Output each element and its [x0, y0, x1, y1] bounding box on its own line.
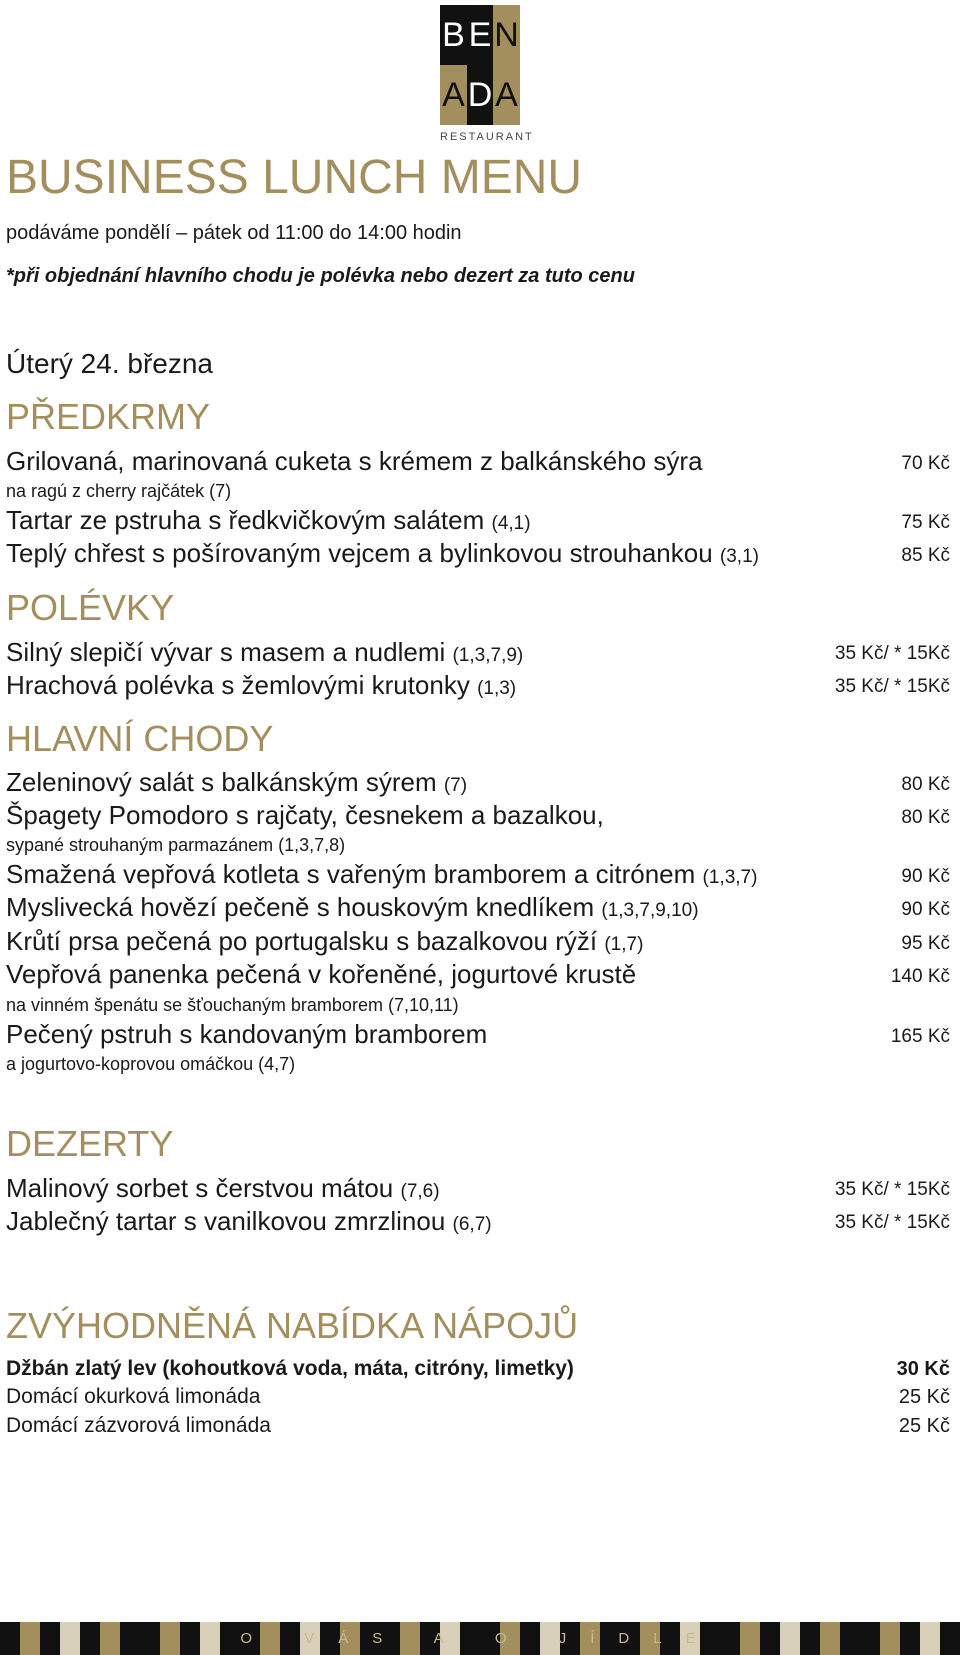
menu-item-note: sypané strouhaným parmazánem (1,3,7,8)	[6, 835, 346, 855]
drink-item: Džbán zlatý lev (kohoutková voda, máta, citróny, limetky)	[6, 1357, 574, 1380]
menu-item: Jablečný tartar s vanilkovou zmrzlinou (6,7)	[6, 1206, 492, 1236]
menu-item: Zeleninový salát s balkánským sýrem (7)	[6, 767, 468, 797]
menu-price: 80 Kč	[901, 807, 950, 828]
logo-letter: D	[467, 65, 493, 125]
drink-item: Domácí zázvorová limonáda	[6, 1414, 271, 1437]
section-title-predkrmy: PŘEDKRMY	[6, 396, 211, 437]
allergens: (1,3)	[477, 678, 517, 699]
allergens: (3,1)	[719, 546, 759, 567]
menu-item-note: na vinném špenátu se šťouchaným bramborem (7,10,11)	[6, 995, 459, 1015]
menu-item: Silný slepičí vývar s masem a nudlemi (1,3,7,9)	[6, 637, 524, 667]
footer-slogan: O VÁS A O JÍDLE	[240, 1630, 720, 1647]
menu-item-note: a jogurtovo-koprovou omáčkou (4,7)	[6, 1054, 296, 1074]
logo-letter: A	[493, 65, 520, 125]
logo-letter: B	[440, 5, 467, 65]
menu-item: Grilovaná, marinovaná cuketa s krémem z balkánského sýra	[6, 446, 703, 476]
menu-item: Myslivecká hovězí pečeně s houskovým knedlíkem (1,3,7,9,10)	[6, 892, 699, 922]
menu-item: Krůtí prsa pečená po portugalsku s bazalkovou rýží (1,7)	[6, 926, 644, 956]
allergens: (1,7)	[604, 934, 644, 955]
menu-note: *při objednání hlavního chodu je polévka nebo dezert za tuto cenu	[6, 265, 635, 287]
allergens: (1,3,7,9)	[452, 645, 524, 666]
section-title-napoje: ZVÝHODNĚNÁ NABÍDKA NÁPOJŮ	[6, 1305, 579, 1346]
menu-price: 80 Kč	[901, 774, 950, 795]
logo-letter: E	[467, 5, 493, 65]
logo-subtitle: RESTAURANT	[440, 131, 534, 143]
logo-row-bottom	[440, 65, 520, 125]
allergens: (4,1)	[491, 513, 531, 534]
menu-price: 85 Kč	[901, 545, 950, 566]
page-title: BUSINESS LUNCH MENU	[6, 151, 583, 204]
logo-row-top	[440, 5, 520, 65]
allergens: (1,3,7,9,10)	[601, 900, 699, 921]
menu-item-note: na ragú z cherry rajčátek (7)	[6, 481, 232, 501]
menu-item: Smažená vepřová kotleta s vařeným bramborem a citrónem (1,3,7)	[6, 859, 758, 889]
menu-price: 35 Kč/ * 15Kč	[834, 1179, 950, 1200]
menu-price: 75 Kč	[901, 512, 950, 533]
menu-price: 35 Kč/ * 15Kč	[834, 676, 950, 697]
section-title-dezerty: DEZERTY	[6, 1123, 174, 1164]
menu-item: Špagety Pomodoro s rajčaty, česnekem a bazalkou,	[6, 800, 604, 830]
allergens: (7,6)	[400, 1181, 440, 1202]
menu-item: Vepřová panenka pečená v kořeněné, jogurtové krustě	[6, 959, 637, 989]
menu-price: 35 Kč/ * 15Kč	[834, 1212, 950, 1233]
menu-price: 90 Kč	[901, 899, 950, 920]
opening-hours: podáváme pondělí – pátek od 11:00 do 14:00 hodin	[6, 222, 462, 244]
allergens: (6,7)	[452, 1214, 492, 1235]
menu-price: 70 Kč	[901, 453, 950, 474]
menu-price: 90 Kč	[901, 866, 950, 887]
menu-price: 165 Kč	[890, 1026, 950, 1047]
drink-price: 25 Kč	[898, 1415, 950, 1437]
allergens: (1,3,7)	[702, 867, 758, 888]
menu-item: Hrachová polévka s žemlovými krutonky (1,3)	[6, 670, 517, 700]
drink-item: Domácí okurková limonáda	[6, 1385, 261, 1408]
menu-price: 35 Kč/ * 15Kč	[834, 643, 950, 664]
section-title-polevky: POLÉVKY	[6, 587, 175, 628]
allergens: (7)	[443, 775, 468, 796]
section-title-hlavni-chody: HLAVNÍ CHODY	[6, 718, 274, 759]
drink-price: 25 Kč	[898, 1386, 950, 1408]
menu-price: 140 Kč	[890, 966, 950, 987]
menu-item: Pečený pstruh s kandovaným bramborem	[6, 1019, 488, 1049]
menu-date: Úterý 24. března	[6, 348, 213, 379]
menu-price: 95 Kč	[901, 933, 950, 954]
menu-item: Malinový sorbet s čerstvou mátou (7,6)	[6, 1173, 440, 1203]
menu-item: Tartar ze pstruha s ředkvičkovým salátem (4,1)	[6, 505, 531, 535]
logo-letter: N	[493, 5, 520, 65]
drink-price: 30 Kč	[896, 1358, 950, 1380]
logo-letter: A	[440, 65, 467, 125]
menu-item: Teplý chřest s pošírovaným vejcem a bylinkovou strouhankou (3,1)	[6, 538, 759, 568]
